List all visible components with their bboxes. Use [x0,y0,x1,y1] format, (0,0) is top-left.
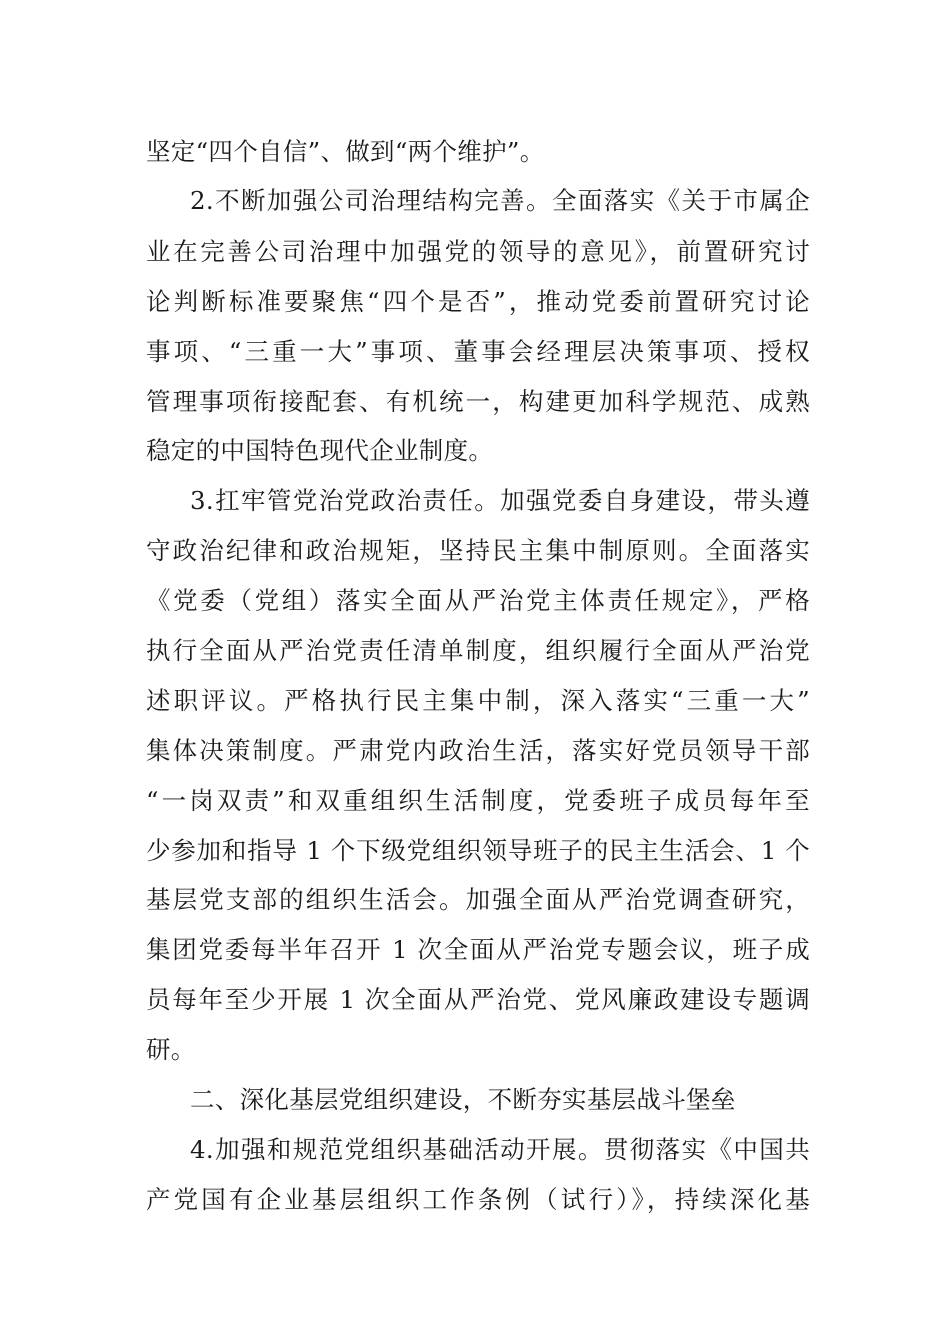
text-line: 管理事项衔接配套、有机统一，构建更加科学规范、成熟 [146,387,810,416]
text-line: 基层党支部的组织生活会。加强全面从严治党调查研究， [146,885,810,914]
text-line: 坚定“四个自信”、做到“两个维护”。 [146,137,545,166]
text-line: 执行全面从严治党责任清单制度，组织履行全面从严治党 [146,636,810,665]
text-line: 产党国有企业基层组织工作条例（试行）》，持续深化基 [146,1185,810,1214]
text-line: “一岗双责”和双重组织生活制度，党委班子成员每年至 [146,786,810,815]
text-line: 事项、“三重一大”事项、董事会经理层决策事项、授权 [146,337,810,366]
text-line: 稳定的中国特色现代企业制度。 [146,436,494,465]
text-line: 论判断标准要聚焦“四个是否”，推动党委前置研究讨论 [146,287,810,316]
section-heading-2: 二、深化基层党组织建设，不断夯实基层战斗堡垒 [190,1085,736,1114]
text-line: 守政治纪律和政治规矩，坚持民主集中制原则。全面落实 [146,536,810,565]
text-line: 员每年至少开展 1 次全面从严治党、党风廉政建设专题调 [146,985,810,1014]
text-line: 业在完善公司治理中加强党的领导的意见》，前置研究讨 [146,237,810,266]
text-line: 集体决策制度。严肃党内政治生活，落实好党员领导干部 [146,736,810,765]
text-line: 述职评议。严格执行民主集中制，深入落实“三重一大” [146,686,810,715]
text-line: 《党委（党组）落实全面从严治党主体责任规定》，严格 [146,586,810,615]
paragraph-heading-3: 3.扛牢管党治党政治责任。加强党委自身建设，带头遵 [190,486,810,515]
text-line: 研。 [146,1035,196,1064]
text-line: 集团党委每半年召开 1 次全面从严治党专题会议，班子成 [146,935,810,964]
text-line: 少参加和指导 1 个下级党组织领导班子的民主生活会、1 个 [146,836,810,865]
paragraph-heading-2: 2.不断加强公司治理结构完善。全面落实《关于市属企 [190,186,810,215]
paragraph-heading-4: 4.加强和规范党组织基础活动开展。贯彻落实《中国共 [190,1135,810,1164]
